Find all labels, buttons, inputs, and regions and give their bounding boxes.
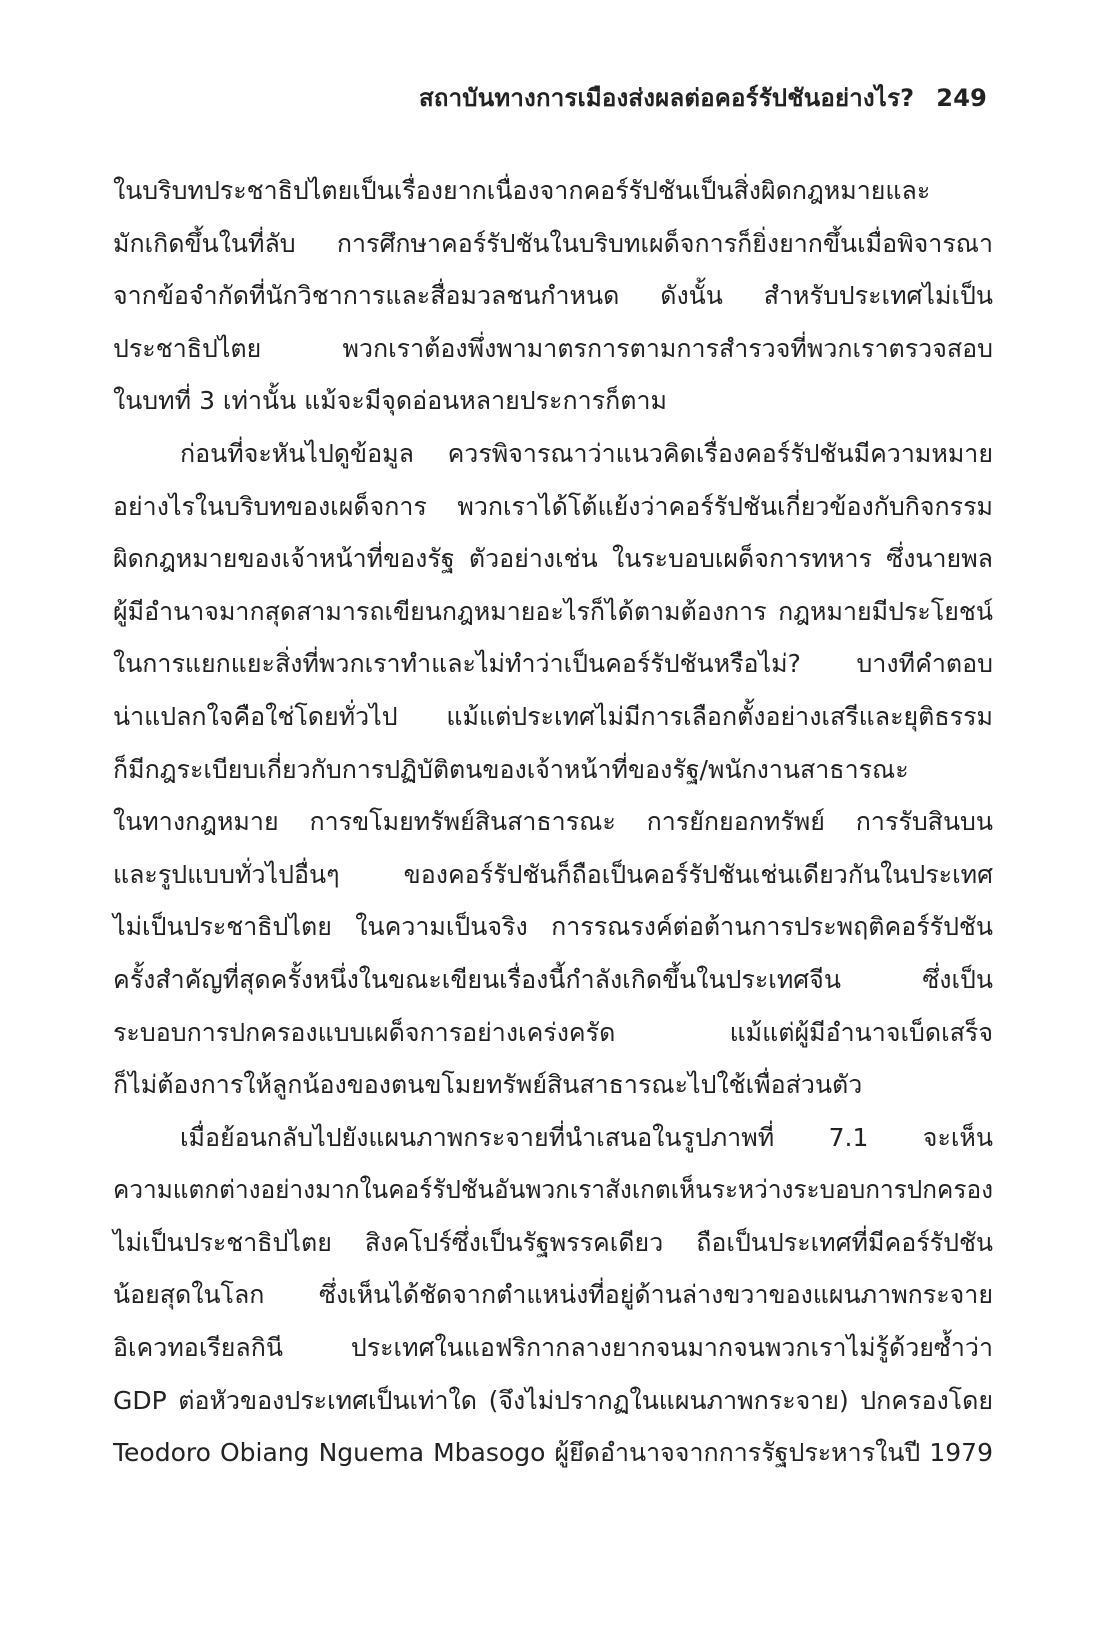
text-line: ในการแยกแยะสิ่งที่พวกเราทำและไม่ทำว่าเป็นคอร์รัปชันหรือไม่? บางทีคำตอบ (113, 649, 993, 679)
running-header (419, 78, 987, 117)
text-line: ครั้งสำคัญที่สุดครั้งหนึ่งในขณะเขียนเรื่องนี้กำลังเกิดขึ้นในประเทศจีน ซึ่งเป็น (113, 964, 993, 994)
text-line: เมื่อย้อนกลับไปยังแผนภาพกระจายที่นำเสนอในรูปภาพที่ 7.1 จะเห็น (180, 1122, 993, 1152)
text-line: อย่างไรในบริบทของเผด็จการ พวกเราได้โต้แย้งว่าคอร์รัปชันเกี่ยวข้องกับกิจกรรม (113, 491, 993, 521)
text-line: ในบริบทประชาธิปไตยเป็นเรื่องยากเนื่องจากคอร์รัปชันเป็นสิ่งผิดกฎหมายและ (113, 176, 931, 205)
text-line: ระบอบการปกครองแบบเผด็จการอย่างเคร่งครัด แม้แต่ผู้มีอำนาจเบ็ดเสร็จ (113, 1017, 993, 1047)
body-text (113, 165, 993, 1480)
running-header-title: สถาบันทางการเมืองส่งผลต่อคอร์รัปชันอย่างไร? (419, 84, 915, 112)
text-line: ความแตกต่างอย่างมากในคอร์รัปชันอันพวกเราสังเกตเห็นระหว่างระบอบการปกครอง (113, 1175, 994, 1205)
text-line: ผู้มีอำนาจมากสุดสามารถเขียนกฎหมายอะไรก็ได้ตามต้องการ กฎหมายมีประโยชน์ (113, 596, 993, 626)
text-line: ไม่เป็นประชาธิปไตย สิงคโปร์ซึ่งเป็นรัฐพรรคเดียว ถือเป็นประเทศที่มีคอร์รัปชัน (113, 1227, 993, 1257)
text-line: ก็ไม่ต้องการให้ลูกน้องของตนขโมยทรัพย์สินสาธารณะไปใช้เพื่อส่วนตัว (113, 1070, 863, 1100)
text-line: จากข้อจำกัดที่นักวิชาการและสื่อมวลชนกำหนด ดังนั้น สำหรับประเทศไม่เป็น (113, 281, 993, 311)
text-line: ในทางกฎหมาย การขโมยทรัพย์สินสาธารณะ การยักยอกทรัพย์ การรับสินบน (113, 807, 993, 837)
text-line: ผิดกฎหมายของเจ้าหน้าที่ของรัฐ ตัวอย่างเช่น ในระบอบเผด็จการทหาร ซึ่งนายพล (113, 544, 993, 574)
text-line: ไม่เป็นประชาธิปไตย ในความเป็นจริง การรณรงค์ต่อต้านการประพฤติคอร์รัปชัน (113, 912, 993, 942)
text-line: ประชาธิปไตย พวกเราต้องพึ่งพามาตรการตามการสำรวจที่พวกเราตรวจสอบ (113, 333, 993, 363)
text-line: และรูปแบบทั่วไปอื่นๆ ของคอร์รัปชันก็ถือเป็นคอร์รัปชันเช่นเดียวกันในประเทศ (113, 859, 993, 889)
text-line: ก่อนที่จะหันไปดูข้อมูล ควรพิจารณาว่าแนวคิดเรื่องคอร์รัปชันมีความหมาย (180, 438, 993, 468)
text-line: มักเกิดขึ้นในที่ลับ การศึกษาคอร์รัปชันในบริบทเผด็จการก็ยิ่งยากขึ้นเมื่อพิจารณา (113, 228, 993, 258)
text-line: น่าแปลกใจคือใช่โดยทั่วไป แม้แต่ประเทศไม่มีการเลือกตั้งอย่างเสรีและยุติธรรม (113, 701, 993, 731)
text-line: ก็มีกฎระเบียบเกี่ยวกับการปฏิบัติตนของเจ้าหน้าที่ของรัฐ/พนักงานสาธารณะ (113, 754, 909, 784)
text-line: ในบทที่ 3 เท่านั้น แม้จะมีจุดอ่อนหลายประการก็ตาม (113, 386, 667, 416)
text-line: GDP ต่อหัวของประเทศเป็นเท่าใด (จึงไม่ปรากฏในแผนภาพกระจาย) ปกครองโดย (113, 1385, 993, 1415)
text-line: อิเควทอเรียลกินี ประเทศในแอฟริกากลางยากจนมากจนพวกเราไม่รู้ด้วยซ้ำว่า (113, 1333, 993, 1363)
text-line: น้อยสุดในโลก ซึ่งเห็นได้ชัดจากตำแหน่งที่อยู่ด้านล่างขวาของแผนภาพกระจาย (113, 1280, 993, 1310)
text-line: Teodoro Obiang Nguema Mbasogo ผู้ยึดอำนาจจากการรัฐประหารในปี 1979 (113, 1438, 993, 1468)
page-number: 249 (936, 84, 987, 112)
